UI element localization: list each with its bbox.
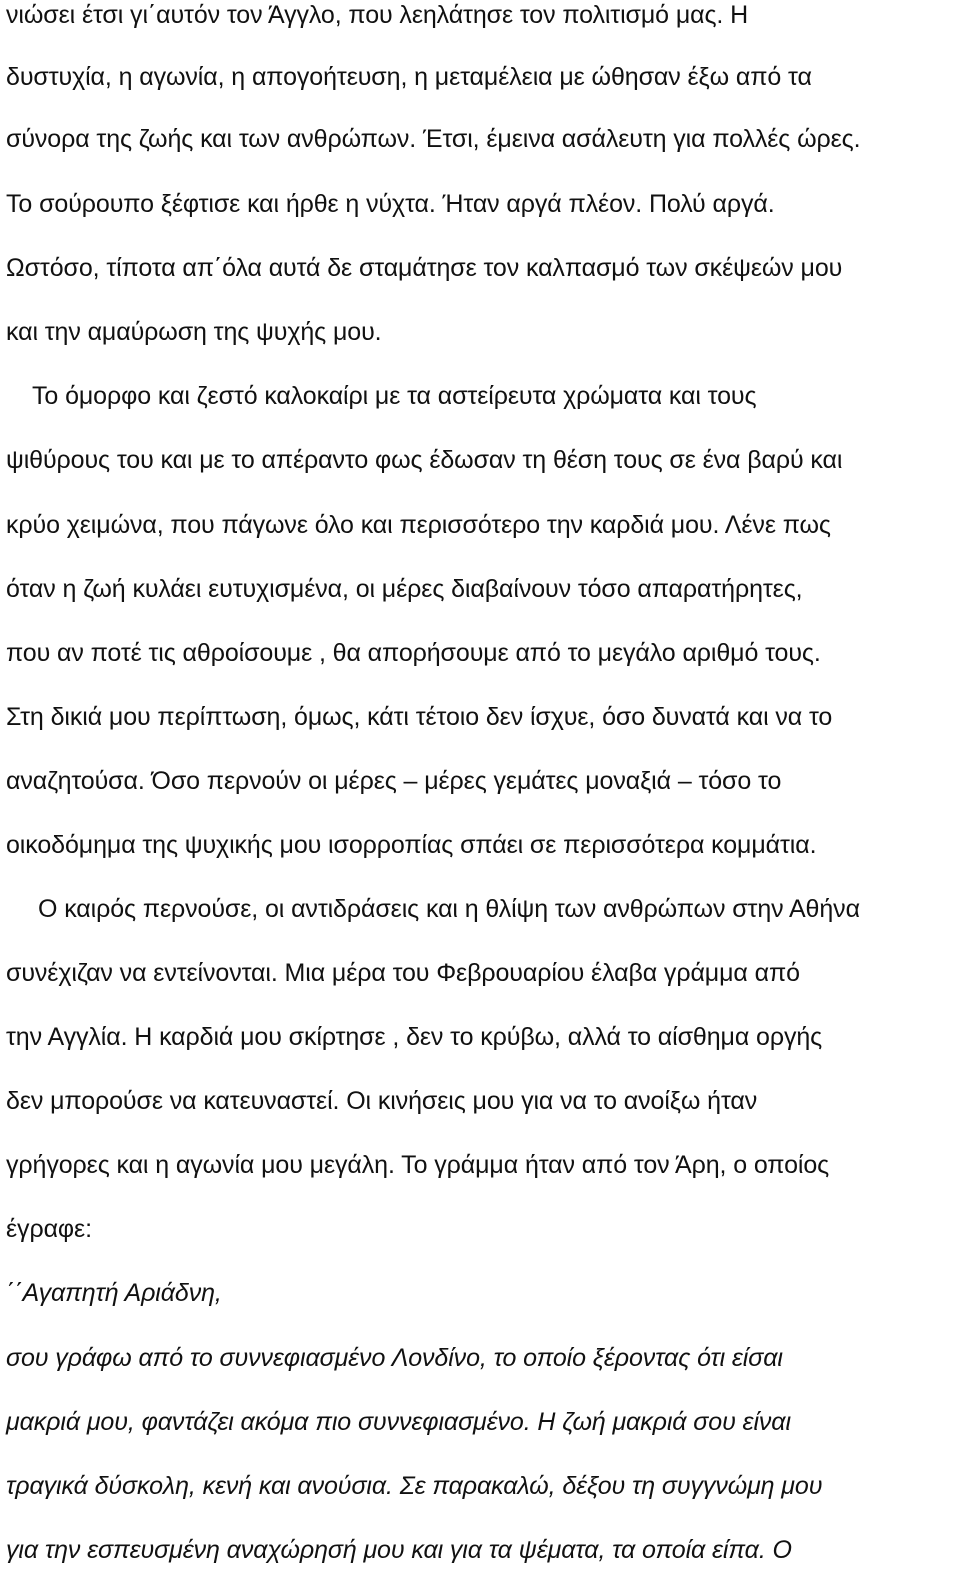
text-line: την Αγγλία. Η καρδιά μου σκίρτησε , δεν το κρύβω, αλλά το αίσθημα οργής	[6, 1023, 823, 1051]
text-line: κρύο χειμώνα, που πάγωνε όλο και περισσότερο την καρδιά μου. Λένε πως	[6, 511, 831, 539]
letter-line: τραγικά δύσκολη, κενή και ανούσια. Σε παρακαλώ, δέξου τη συγγνώμη μου	[6, 1472, 823, 1500]
text-line: και την αμαύρωση της ψυχής μου.	[6, 318, 382, 346]
text-line: συνέχιζαν να εντείνονται. Μια μέρα του Φεβρουαρίου έλαβα γράμμα από	[6, 959, 800, 987]
text-line: όταν η ζωή κυλάει ευτυχισμένα, οι μέρες διαβαίνουν τόσο απαρατήρητες,	[6, 575, 803, 603]
text-line: έγραφε:	[6, 1215, 92, 1243]
text-line: Στη δικιά μου περίπτωση, όμως, κάτι τέτοιο δεν ίσχυε, όσο δυνατά και να το	[6, 703, 833, 731]
text-line: Το όμορφο και ζεστό καλοκαίρι με τα αστείρευτα χρώματα και τους	[32, 382, 757, 410]
text-line: δεν μπορούσε να κατευναστεί. Οι κινήσεις μου για να το ανοίξω ήταν	[6, 1087, 758, 1115]
text-line: νιώσει έτσι γι΄αυτόν τον Άγγλο, που λεηλάτησε τον πολιτισμό μας. Η	[6, 1, 749, 29]
text-line: αναζητούσα. Όσο περνούν οι μέρες – μέρες γεμάτες μοναξιά – τόσο το	[6, 767, 782, 795]
text-line: Το σούρουπο ξέφτισε και ήρθε η νύχτα. Ήταν αργά πλέον. Πολύ αργά.	[6, 190, 775, 218]
text-line: Ωστόσο, τίποτα απ΄όλα αυτά δε σταμάτησε τον καλπασμό των σκέψεών μου	[6, 254, 843, 282]
letter-line: μακριά μου, φαντάζει ακόμα πιο συννεφιασμένο. Η ζωή μακριά σου είναι	[6, 1408, 791, 1436]
text-line: που αν ποτέ τις αθροίσουμε , θα απορήσουμε από το μεγάλο αριθμό τους.	[6, 639, 821, 667]
letter-line: σου γράφω από το συννεφιασμένο Λονδίνο, το οποίο ξέροντας ότι είσαι	[6, 1344, 783, 1372]
text-line: ψιθύρους του και με το απέραντο φως έδωσαν τη θέση τους σε ένα βαρύ και	[6, 446, 843, 474]
letter-greeting: ΄΄Αγαπητή Αριάδνη,	[6, 1279, 222, 1307]
text-line: δυστυχία, η αγωνία, η απογοήτευση, η μεταμέλεια με ώθησαν έξω από τα	[6, 63, 812, 91]
text-line: σύνορα της ζωής και των ανθρώπων. Έτσι, έμεινα ασάλευτη για πολλές ώρες.	[6, 125, 861, 153]
text-line: Ο καιρός περνούσε, οι αντιδράσεις και η θλίψη των ανθρώπων στην Αθήνα	[38, 895, 860, 923]
text-line: γρήγορες και η αγωνία μου μεγάλη. Το γράμμα ήταν από τον Άρη, ο οποίος	[6, 1151, 830, 1179]
text-line: οικοδόμημα της ψυχικής μου ισορροπίας σπάει σε περισσότερα κομμάτια.	[6, 831, 817, 859]
letter-line: για την εσπευσμένη αναχώρησή μου και για τα ψέματα, τα οποία είπα. Ο	[6, 1536, 792, 1564]
